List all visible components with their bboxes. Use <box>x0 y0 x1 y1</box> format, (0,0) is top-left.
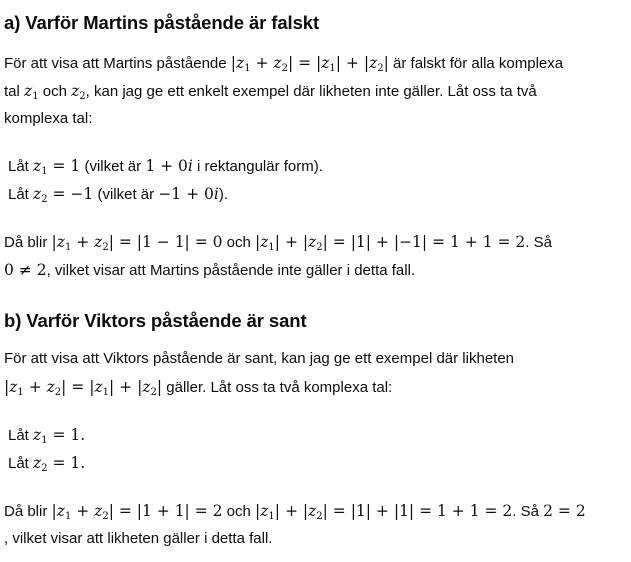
math-1-plus-0i: 1 + 0i <box>145 157 193 175</box>
math-z1-eq-1: $z_1 = 1$ <box>33 157 81 177</box>
section-a-intro-line-3: komplexa tal: <box>4 110 93 127</box>
section-a-result-line-1: Då blir $|z_1 + z_2| = |1 - 1| = 0$ och $|z_1| + |z_2| = |1| + |-1| = 1 + 1 = 2$. Så <box>4 233 552 253</box>
math-b-abs-sum: $|z_1| + |z_2| = |1| + |1| = 1 + 1 = 2$ <box>255 502 513 522</box>
section-b-heading: b) Varför Viktors påstående är sant <box>4 310 307 331</box>
math-b-z2-eq-1: $z_2 = 1$. <box>33 454 86 474</box>
math-2-eq-2: 2 = 2 <box>543 502 586 520</box>
section-a-intro-line-1: För att visa att Martins påstående $|z_1 + z_2| = |z_1| + |z_2|$ är falskt för alla komplexa <box>4 54 564 74</box>
math-triangle-equality-b: $|z_1 + z_2| = |z_1| + |z_2|$ <box>4 378 163 398</box>
math-z2-eq-minus-1: $z_2 = -1$ <box>33 185 94 205</box>
math-b-z1-eq-1: $z_1 = 1$. <box>33 426 86 446</box>
math-a-abs-sum: $|z_1| + |z_2| = |1| + |-1| = 1 + 1 = 2$ <box>255 233 526 253</box>
math-b-sum-abs: $|z_1 + z_2| = |1 + 1| = 2$ <box>51 502 223 522</box>
section-b-result-line-1: Då blir $|z_1 + z_2| = |1 + 1| = 2$ och $|z_1| + |z_2| = |1| + |1| = 1 + 1 = 2$. Så 2 = 2 <box>4 502 586 522</box>
math-z1: $z_1$ <box>24 82 39 102</box>
section-b-result-line-2: , vilket visar att likheten gäller i detta fall. <box>4 530 273 547</box>
section-a-result-line-2: 0 ≠ 2, vilket visar att Martins påstående inte gäller i detta fall. <box>4 261 416 279</box>
math-0-neq-2: 0 ≠ 2 <box>4 261 47 279</box>
section-b-intro-line-1: För att visa att Viktors påstående är sant, kan jag ge ett exempel där likheten <box>4 350 515 367</box>
math-z2: $z_2$ <box>71 82 86 102</box>
math-triangle-equality: $|z_1 + z_2| = |z_1| + |z_2|$ <box>230 54 389 74</box>
section-a-intro-line-2: tal $z_1$ och $z_2$, kan jag ge ett enkelt exempel där likheten inte gäller. Låt oss ta två <box>4 82 537 102</box>
section-b-intro-line-2: $|z_1 + z_2| = |z_1| + |z_2|$ gäller. Låt oss ta två komplexa tal: <box>4 378 393 398</box>
math-a-sum-abs: $|z_1 + z_2| = |1 - 1| = 0$ <box>51 233 223 253</box>
math-minus-1-plus-0i: −1 + 0i <box>158 185 219 203</box>
section-b-let-z2: Låt $z_2 = 1$. <box>8 454 86 474</box>
section-a-heading: a) Varför Martins påstående är falskt <box>4 12 320 33</box>
section-a-let-z2: Låt $z_2 = -1$ (vilket är −1 + 0i). <box>8 185 229 205</box>
section-a-let-z1: Låt $z_1 = 1$ (vilket är 1 + 0i i rektangulär form). <box>8 157 323 177</box>
section-b-let-z1: Låt $z_1 = 1$. <box>8 426 86 446</box>
